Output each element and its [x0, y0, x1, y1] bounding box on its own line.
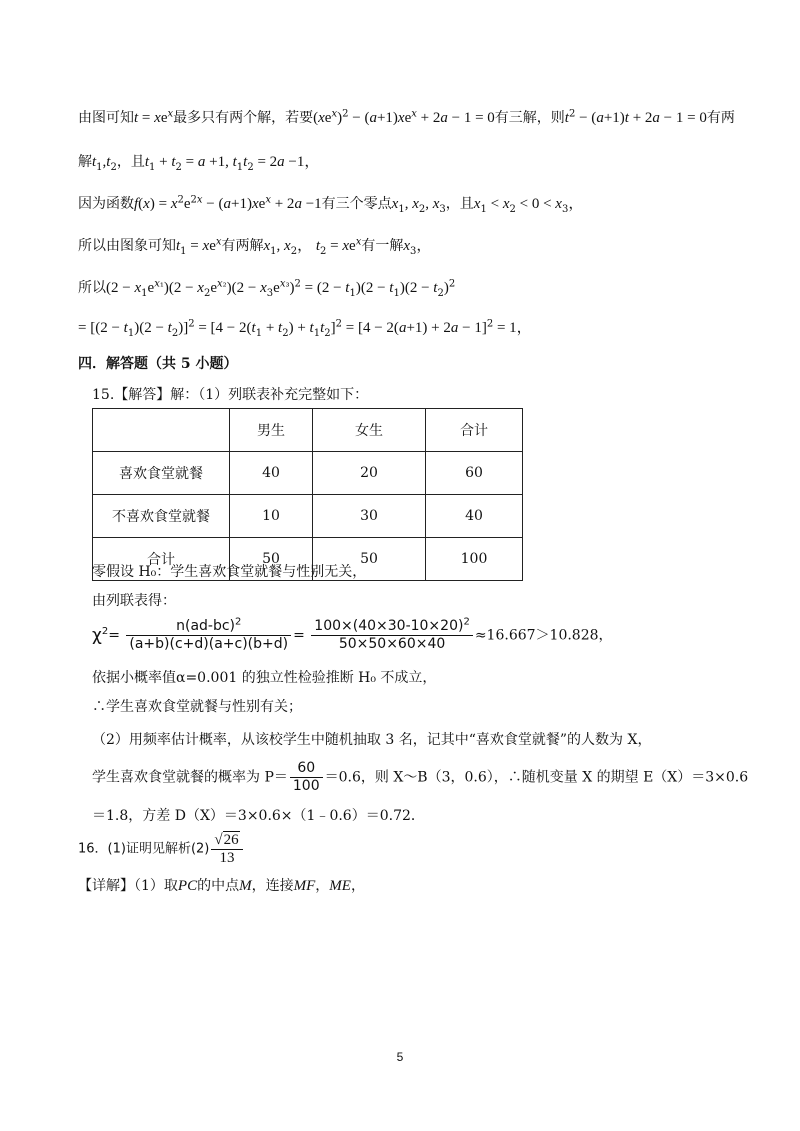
text-fragment: 所以由图象可知: [78, 238, 176, 254]
text-fragment: 有三个零点: [321, 196, 392, 212]
text-fragment: 因为函数: [78, 196, 134, 212]
text-fragment: ＝0.6，则 X～B（3，0.6），∴随机变量 X 的期望 E（X）＝3×0.6: [324, 769, 749, 786]
q15-intro: 15.【解答】解：（1）列联表补充完整如下：: [92, 387, 369, 403]
fraction-denominator: 100: [292, 778, 320, 794]
section-heading: 四．解答题（共 5 小题）: [78, 356, 238, 372]
fraction-numerator: 60: [290, 760, 323, 778]
table-cell: 合计: [93, 538, 230, 581]
chi-square-formula: $\chi^2=$ $\frac{n(ad-bc)^2}{(a+b)(c+d)(a+c)(b+d)}$ = $\frac{100\times(40\times 30-10\times 20)^2}{50\times 50\times 60\times 40}$ ≈16.667＞10.828，: [92, 616, 613, 652]
table-cell: 30: [313, 495, 426, 538]
text-fragment: ，: [315, 878, 330, 894]
table-header-cell: [93, 409, 230, 452]
table-cell: 60: [426, 452, 523, 495]
table-cell: 喜欢食堂就餐: [93, 452, 230, 495]
table-cell: 50: [230, 538, 313, 581]
chi-fraction-2: $\frac{100\times(40\times 30-10\times 20)^2}{50\times 50\times 60\times 40}$: [311, 618, 473, 653]
text-fragment: 有一解: [361, 238, 404, 254]
text-fragment: 有两: [706, 110, 735, 126]
table-cell: 不喜欢食堂就餐: [93, 495, 230, 538]
contingency-table: [92, 408, 523, 581]
table-header-cell: 女生: [313, 409, 426, 452]
conclusion-2: ∴学生喜欢食堂就餐与性别有关；: [92, 699, 302, 715]
q16-label: 16．(1)证明见解析(2): [78, 841, 210, 857]
from-table-text: 由列联表得：: [92, 593, 176, 609]
table-header-row: [93, 409, 523, 452]
chi-numerator-2: 100×(40×30-10×20): [314, 618, 464, 634]
table-cell: 10: [230, 495, 313, 538]
text-line-1: 由图可知$t = xe^x$最多只有两个解，若要$(xe^x)^2 - (a+1)xe^x + 2a - 1 = 0$有三解，则$t^2 - (a+1)t + 2a - 1 = 0$有两: [78, 108, 735, 126]
page-number: 5: [396, 1050, 404, 1064]
text-fragment: ，连接: [251, 878, 294, 894]
table-header-cell: 合计: [426, 409, 523, 452]
text-line-4: 所以由图象可知$t_1 = xe^x$有两解$x_1$, $x_2$， $t_2 = xe^x$有一解$x_3$，: [78, 236, 432, 257]
table-row: [93, 452, 523, 495]
chi-fraction-1: $\frac{n(ad-bc)^2}{(a+b)(c+d)(a+c)(b+d)}$: [126, 618, 291, 653]
part2-text-a: （2）用频率估计概率，从该校学生中随机抽取 3 名，记其中“喜欢食堂就餐”的人数为 X，: [92, 732, 652, 748]
text-fragment: ，且: [116, 154, 145, 170]
part2-text-c: ＝1.8，方差 D（X）＝3×0.6×（1﹣0.6）＝0.72．: [92, 808, 425, 824]
text-fragment: ，且: [445, 196, 474, 212]
text-fragment: 【详解】（1）取: [78, 878, 178, 894]
q16-answer-fraction: $\frac{√26}{13}$: [211, 832, 242, 867]
table-cell: 100: [426, 538, 523, 581]
chi-symbol: χ: [92, 625, 102, 646]
sqrt-value: 26: [223, 832, 239, 848]
table-cell: 40: [230, 452, 313, 495]
text-fragment: ，: [350, 878, 365, 894]
fraction-denominator: 13: [219, 850, 235, 866]
table-cell: 50: [313, 538, 426, 581]
q16-detail: 【详解】（1）取PC的中点M，连接MF，ME，: [78, 878, 365, 894]
text-line-5: 所以$(2 - x_1e^{x_1})(2 - x_2e^{x_2})(2 - x_3e^{x_3})^2 = (2 - t_1)(2 - t_1)(2 - t_2)^2$: [78, 278, 456, 299]
text-fragment: 有三解，则: [494, 110, 565, 126]
conclusion-1: 依据小概率值α=0.001 的独立性检验推断 H₀ 不成立，: [92, 670, 437, 686]
chi-denominator-1: (a+b)(c+d)(a+c)(b+d): [129, 636, 289, 652]
chi-result: ≈16.667＞10.828，: [474, 627, 613, 644]
table-row: [93, 495, 523, 538]
table-header-cell: 男生: [230, 409, 313, 452]
text-fragment: 的中点: [197, 878, 240, 894]
text-fragment: 由图可知: [78, 110, 134, 126]
text-line-3: 因为函数$f(x) = x^2e^{2x} - (a+1)xe^x + 2a -1$有三个零点$x_1$, $x_2$, $x_3$，且$x_1 < x_2 < 0 < x_3$，: [78, 194, 584, 215]
text-fragment: 学生喜欢食堂就餐的概率为 P＝: [92, 769, 288, 786]
q16-heading: [78, 832, 245, 867]
text-fragment: 解: [78, 154, 92, 170]
table-cell: 20: [313, 452, 426, 495]
text-line-2: 解$t_1,t_2$，且$t_1 + t_2 = a +1$, $t_1t_2 = 2a -1$，: [78, 154, 320, 173]
probability-fraction: [290, 760, 323, 795]
chi-numerator-1: n(ad-bc): [176, 618, 236, 634]
null-hypothesis: 零假设 H₀：学生喜欢食堂就餐与性别无关，: [92, 564, 367, 580]
table-cell: 40: [426, 495, 523, 538]
text-fragment: 有两解: [221, 238, 264, 254]
text-fragment: 最多只有两个解，若要: [173, 110, 314, 126]
text-line-6: = $[(2 - t_1)(2 - t_2)]^2 = [4 - 2(t_1 + t_2) + t_1t_2]^2 = [4 - 2(a+1) + 2a - 1]^2 = 1$，: [78, 318, 532, 339]
text-fragment: 所以: [78, 280, 106, 296]
part2-text-b: [92, 760, 748, 795]
chi-denominator-2: 50×50×60×40: [338, 636, 446, 652]
